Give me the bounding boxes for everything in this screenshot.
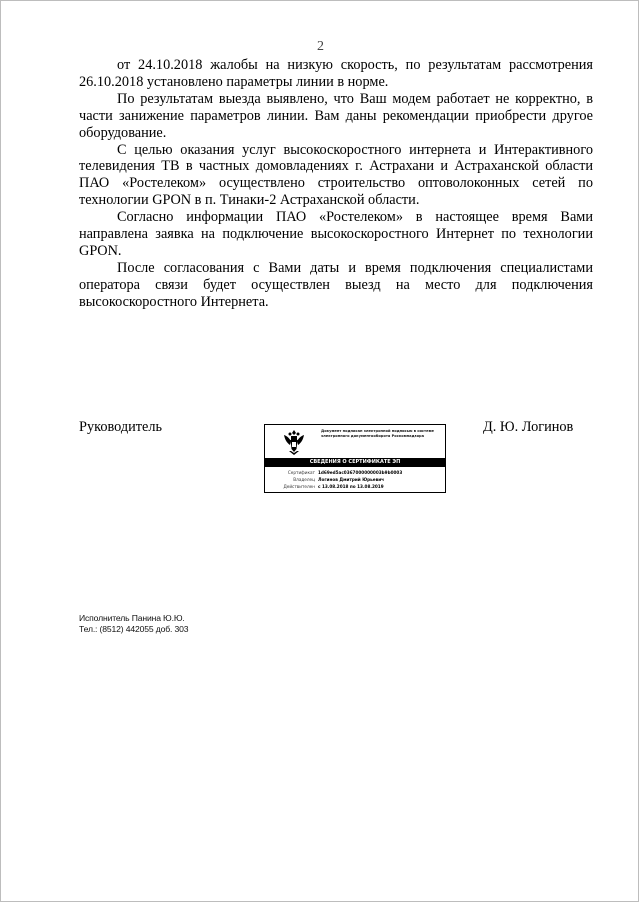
certificate-row-label: Действителен (283, 484, 315, 489)
executor-name: Исполнитель Панина Ю.Ю. (79, 613, 185, 623)
paragraph: Согласно информации ПАО «Ростелеком» в настоящее время Вами направлена заявка на подключение высокоскоростного Интернет по технологии GPON. (79, 209, 593, 259)
certificate-details (267, 469, 443, 490)
executor-info (79, 613, 188, 635)
coat-of-arms-icon (279, 427, 309, 457)
page-number: 2 (317, 39, 324, 54)
certificate-row (267, 469, 443, 476)
certificate-row (267, 476, 443, 483)
executor-phone: Тел.: (8512) 442055 доб. 303 (79, 624, 189, 634)
certificate-row-value: с 13.08.2018 по 13.08.2019 (318, 484, 384, 489)
certificate-row-label: Владелец (293, 477, 315, 482)
certificate-row-value: 1d69ed5ac0367000000003b9b0003 (318, 470, 403, 475)
paragraph: от 24.10.2018 жалобы на низкую скорость, по результатам рассмотрения 26.10.2018 установлено параметры линии в норме. (79, 57, 593, 90)
certificate-header: СВЕДЕНИЯ О СЕРТИФИКАТЕ ЭП (265, 458, 445, 467)
paragraph: По результатам выезда выявлено, что Ваш модем работает не корректно, в части занижение параметров линии. Вам даны рекомендации приобрести другое оборудование. (79, 90, 593, 141)
signatory-name: Д. Ю. Логинов (483, 419, 574, 435)
certificate-row (267, 483, 443, 490)
signatory-role: Руководитель (79, 419, 163, 435)
paragraph: С целью оказания услуг высокоскоростного интернета и Интерактивного телевидения ТВ в частных домовладениях г. Астрахани и Астраханской области ПАО «Ростелеком» осуществлено строительство оптоволоконных сетей по технологии GPON в п. Тинаки-2 Астраханской области. (79, 141, 593, 209)
letter-body (79, 57, 593, 311)
paragraph: После согласования с Вами даты и время подключения специалистами оператора связи будет осуществлен выезд на место для подключения высокоскоростного Интернета. (79, 259, 593, 310)
certificate-row-label: Сертификат (287, 470, 315, 475)
certificate-row-value: Логинов Дмитрий Юрьевич (318, 477, 385, 482)
certificate-org-text: Документ подписан электронной подписью в системе электронного документооборота Роскомнадзора (321, 429, 434, 438)
e-signature-stamp (264, 424, 446, 493)
